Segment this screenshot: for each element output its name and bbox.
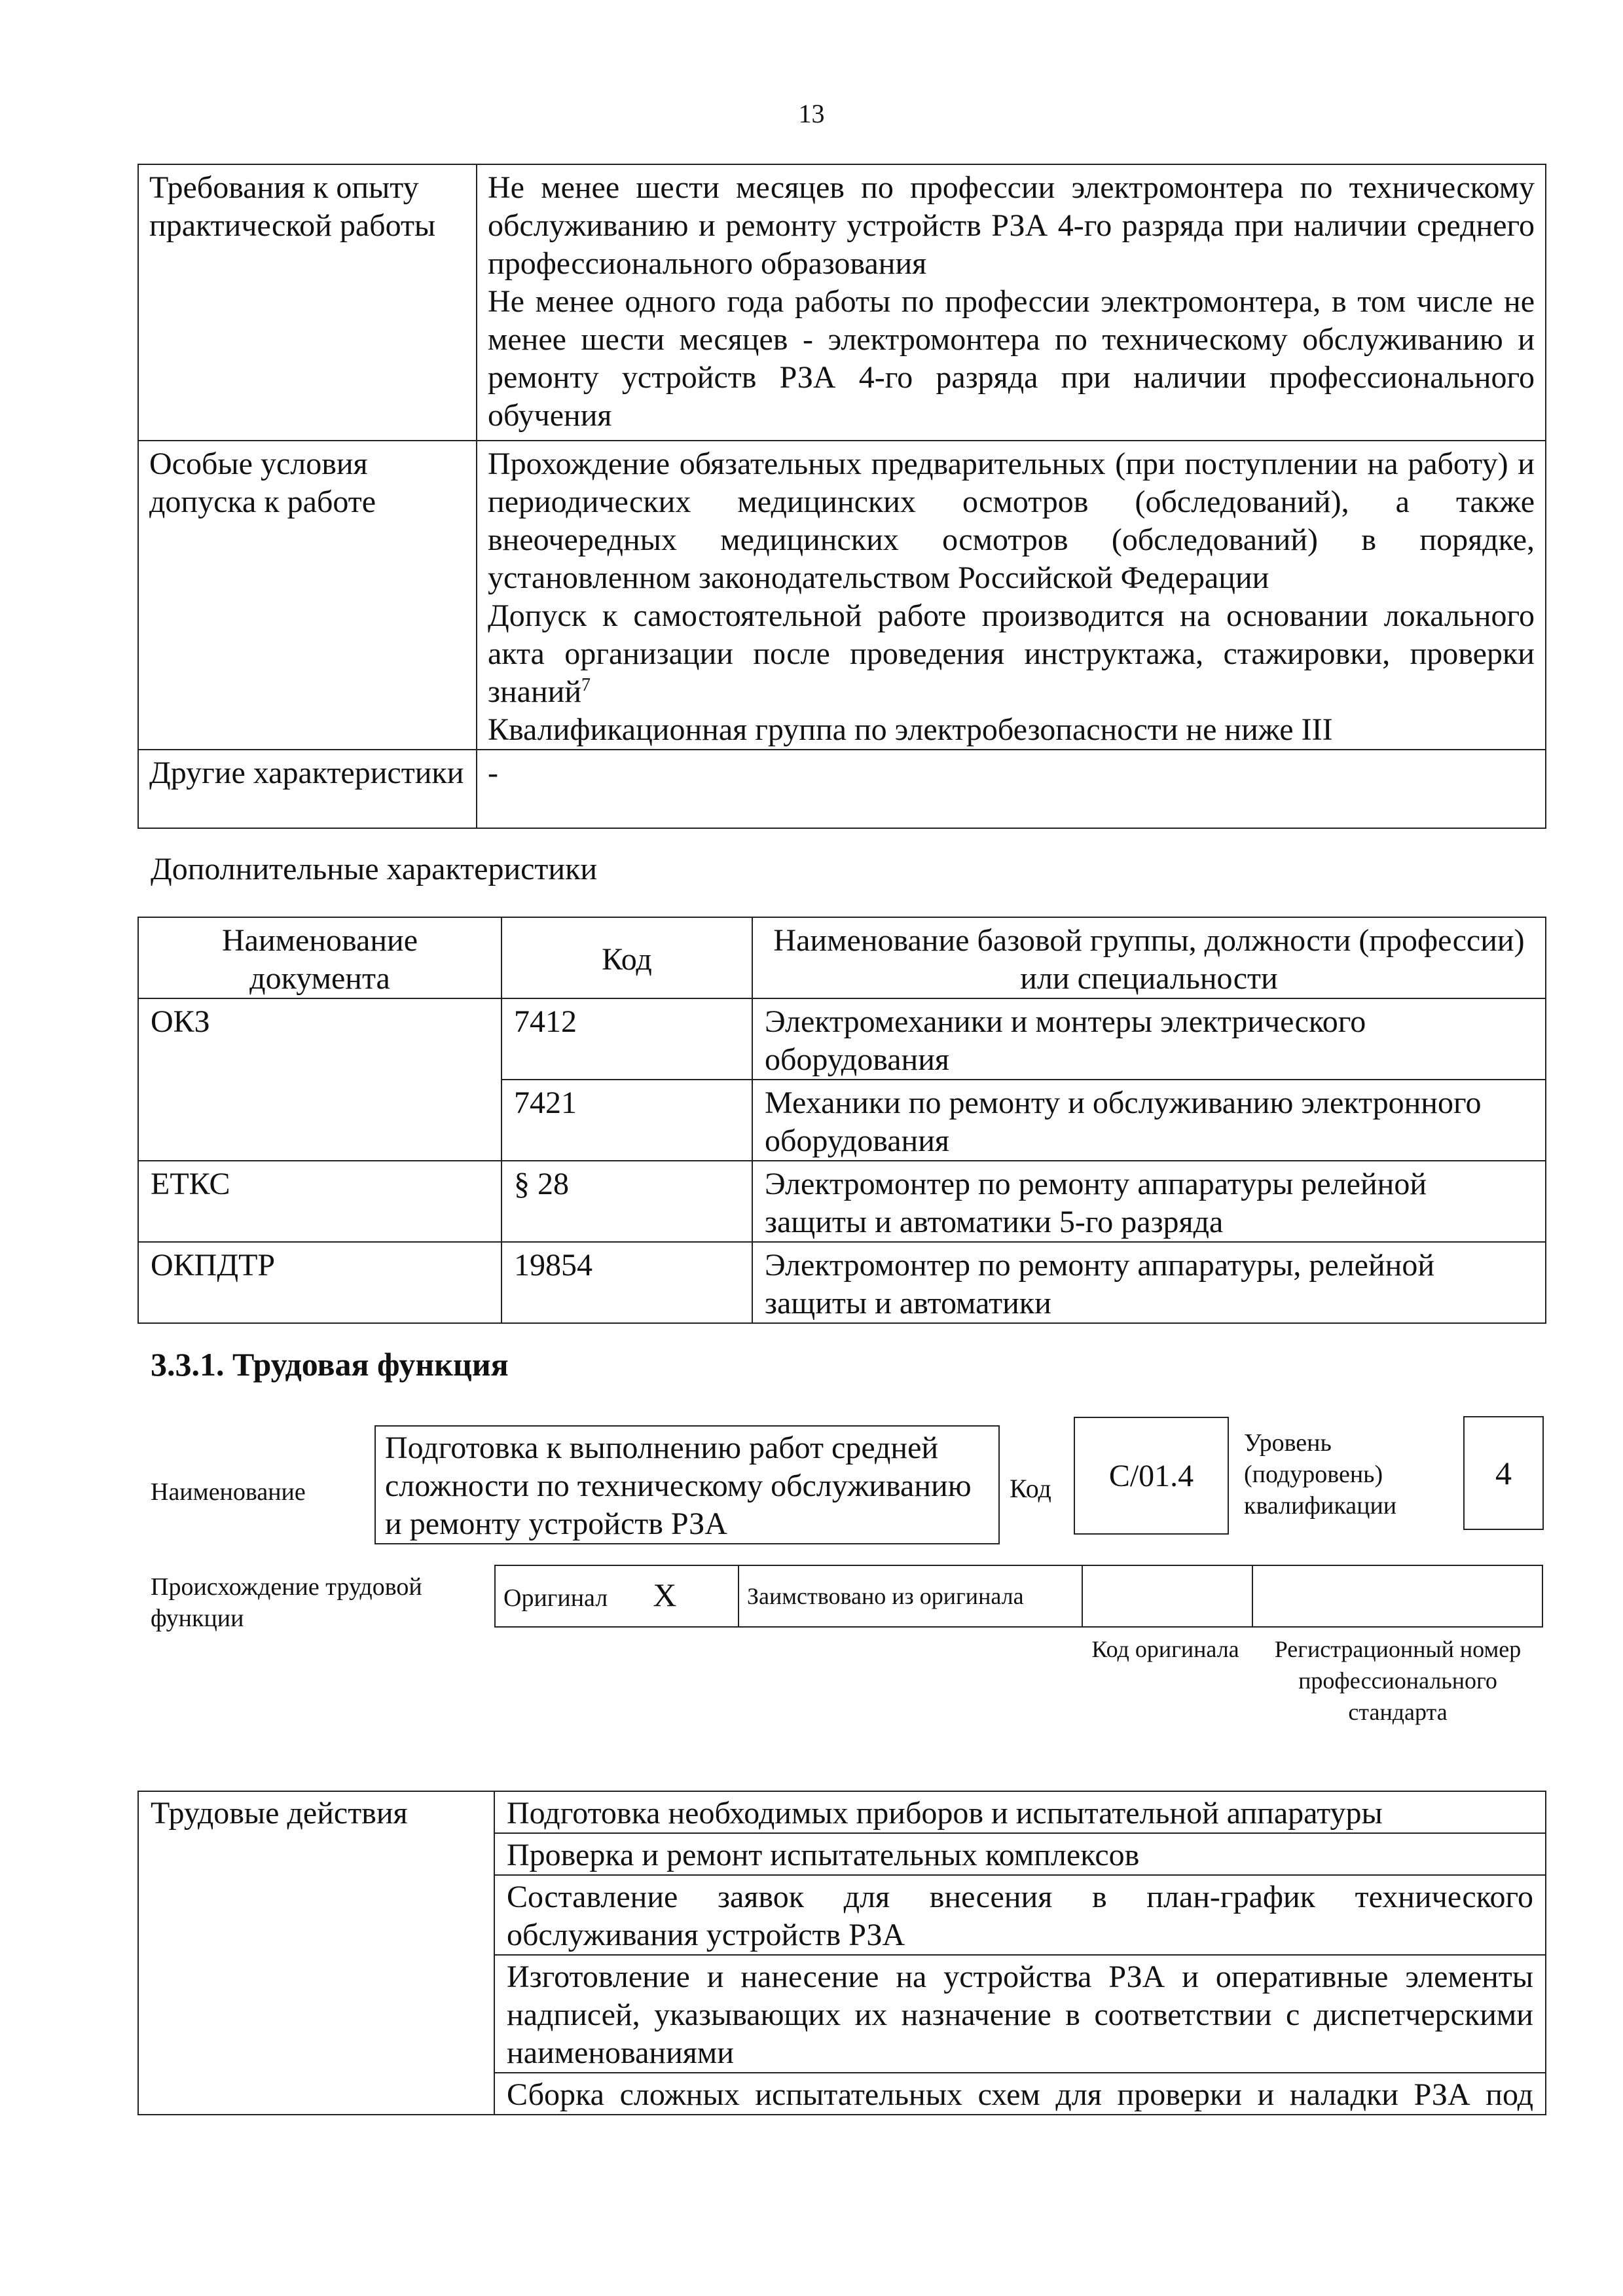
function-code-box: C/01.4 — [1074, 1417, 1229, 1535]
table-row — [138, 164, 1546, 441]
paragraph-text: Допуск к самостоятельной работе производится на основании локального акта организации после проведения инструктажа, стажировки, проверки знаний — [488, 598, 1535, 709]
code-cell: 7421 — [501, 1080, 752, 1161]
doc-cell: ЕТКС — [138, 1161, 501, 1242]
requirement-value: - — [477, 750, 1546, 828]
table-row — [138, 998, 1546, 1080]
page-number: 13 — [798, 99, 825, 128]
registration-number-cell — [1252, 1565, 1542, 1627]
original-mark: X — [653, 1576, 677, 1613]
table-row — [138, 1242, 1546, 1323]
column-header: Код — [501, 917, 752, 998]
code-caption: Код оригинала — [1091, 1636, 1239, 1662]
qualification-level-box: 4 — [1463, 1416, 1544, 1530]
origin-table — [494, 1565, 1543, 1628]
labor-actions-table — [137, 1791, 1546, 2115]
function-name-box: Подготовка к выполнению работ средней сложности по техническому обслуживанию и ремонту устройств РЗА — [374, 1425, 1000, 1544]
additional-characteristics-table — [137, 917, 1546, 1324]
original-cell — [495, 1565, 739, 1627]
requirement-label: Требования к опыту практической работы — [138, 164, 477, 441]
labor-actions-label: Трудовые действия — [138, 1791, 494, 2115]
paragraph: Не менее шести месяцев по профессии электромонтера по техническому обслуживанию и ремонту устройств РЗА 4-го разряда при наличии среднего профессионального образования — [488, 170, 1535, 281]
doc-cell: ОКЗ — [138, 998, 501, 1161]
doc-cell: ОКПДТР — [138, 1242, 501, 1323]
registration-caption: Регистрационный номер профессионального стандарта — [1274, 1636, 1522, 1725]
name-cell: Электромонтер по ремонту аппаратуры, релейной защиты и автоматики — [752, 1242, 1546, 1323]
table-row — [138, 750, 1546, 828]
code-cell: 19854 — [501, 1242, 752, 1323]
labor-action-item: Изготовление и нанесение на устройства РЗА и оперативные элементы надписей, указывающих их назначение в соответствии с диспетчерскими наименованиями — [494, 1955, 1546, 2073]
paragraph: Прохождение обязательных предварительных (при поступлении на работу) и периодических медицинских осмотров (обследований), а также внеочередных медицинских осмотров (обследований) в порядке, установленном законодательством Российской Федерации — [488, 446, 1535, 595]
table-row — [138, 1791, 1546, 1833]
section-title: 3.3.1. Трудовая функция — [151, 1346, 509, 1383]
requirements-table — [137, 164, 1546, 829]
table-row — [495, 1565, 1542, 1627]
requirement-value — [477, 441, 1546, 750]
labor-action-item: Подготовка необходимых приборов и испытательной аппаратуры — [494, 1791, 1546, 1833]
requirement-label: Особые условия допуска к работе — [138, 441, 477, 750]
name-label: Наименование — [151, 1478, 306, 1506]
name-cell: Электромонтер по ремонту аппаратуры релейной защиты и автоматики 5-го разряда — [752, 1161, 1546, 1242]
labor-action-item: Проверка и ремонт испытательных комплексов — [494, 1833, 1546, 1875]
table-row — [138, 1161, 1546, 1242]
additional-characteristics-title: Дополнительные характеристики — [151, 852, 598, 886]
column-header: Наименование базовой группы, должности (профессии) или специальности — [752, 917, 1546, 998]
paragraph: Квалификационная группа по электробезопасности не ниже III — [488, 712, 1333, 747]
original-label: Оригинал — [503, 1584, 608, 1612]
original-code-cell — [1082, 1565, 1252, 1627]
code-label: Код — [1010, 1474, 1051, 1503]
name-cell: Механики по ремонту и обслуживанию электронного оборудования — [752, 1080, 1546, 1161]
code-cell: § 28 — [501, 1161, 752, 1242]
origin-label: Происхождение трудовой функции — [151, 1573, 422, 1632]
paragraph — [488, 597, 1535, 711]
labor-action-item: Сборка сложных испытательных схем для проверки и наладки РЗА под — [494, 2073, 1546, 2115]
requirement-value — [477, 164, 1546, 441]
footnote-marker: 7 — [581, 675, 591, 695]
requirement-label: Другие характеристики — [138, 750, 477, 828]
table-row — [138, 441, 1546, 750]
paragraph: Не менее одного года работы по профессии электромонтера, в том числе не менее шести месяцев - электромонтера по техническому обслуживанию и ремонту устройств РЗА 4-го разряда при наличии профессионального обучения — [488, 284, 1535, 433]
labor-action-item: Составление заявок для внесения в план-график технического обслуживания устройств РЗА — [494, 1875, 1546, 1955]
name-cell: Электромеханики и монтеры электрического оборудования — [752, 998, 1546, 1080]
borrowed-cell: Заимствовано из оригинала — [739, 1565, 1082, 1627]
code-cell: 7412 — [501, 998, 752, 1080]
column-header: Наименование документа — [138, 917, 501, 998]
qualification-level-label: Уровень (подуровень) квалификации — [1244, 1429, 1397, 1520]
table-header-row — [138, 917, 1546, 998]
